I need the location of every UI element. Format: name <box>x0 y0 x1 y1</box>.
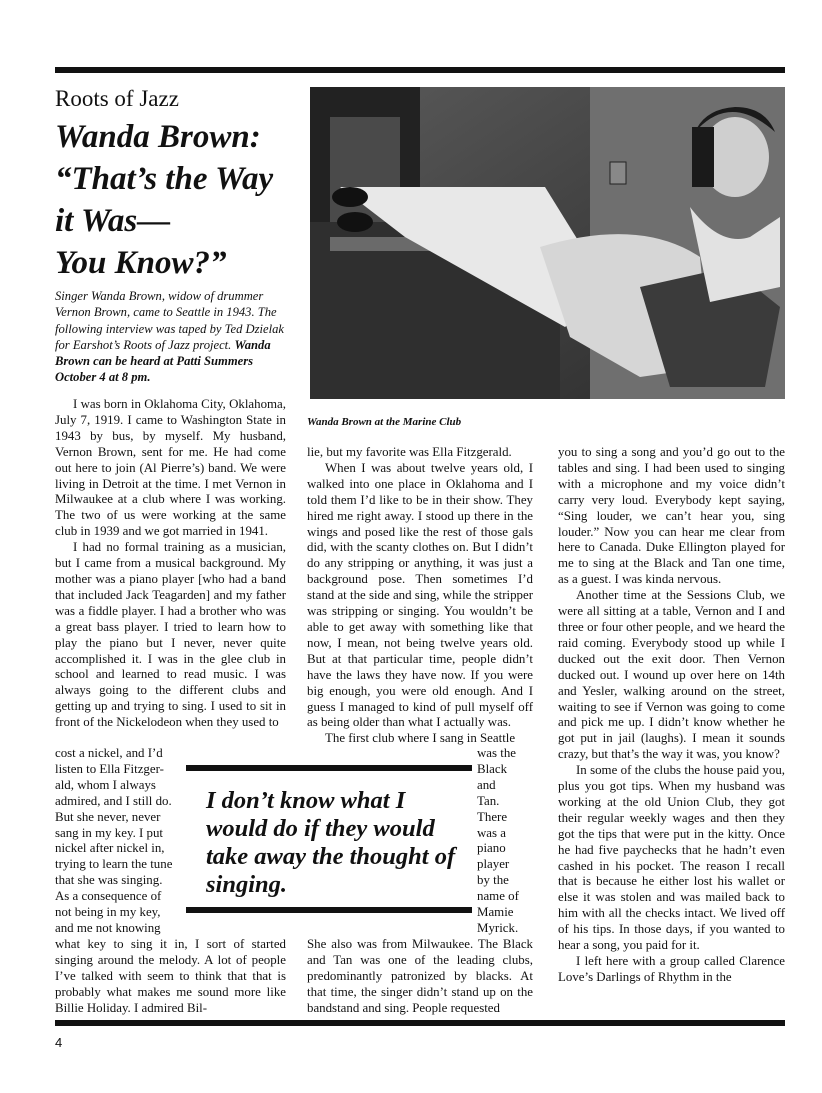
photo-caption: Wanda Brown at the Marine Club <box>307 416 462 428</box>
text-line: Tan. <box>477 793 500 808</box>
paragraph: When I was about twelve years old, I walked into one place in Oklahoma and I told them I’d like to be in their show. They hired me right away. I stood up there in the wings and posed like the rest of those gals did, with the scanty clothes on. But I didn’t do any stripping or anything, it was just a background pose. Then sometimes I’d stand at the side and sing, while the stripper was stripping or singing. You wouldn’t be able to get away with something like that now, I mean, not being twelve years old. But at that particular time, people didn’t have the laws they have now. If you were big enough, you were old enough. And I guess I managed to kind of pull myself off as being older than what I actually was. <box>307 460 533 730</box>
headline-line: “That’s the Way <box>55 161 274 197</box>
paragraph: Another time at the Sessions Club, we were all sitting at a table, Vernon and I and three or four other people, and we heard the raid coming. Everybody stood up while I ducked out the exit door. Then Vernon ducked out. I wound up over here on 14th and Yesler, walking around on the street, waiting to see if Vernon was going to come and pick me up. I didn’t know whether he got put in jail (laughs). I mean it sounds crazy, but that’s the way it was, you know? <box>558 588 785 762</box>
paragraph: you to sing a song and you’d go out to the tables and sing. I had been used to singing with a microphone and my voice didn’t carry very loud. Everybody kept saying, “Sing louder, we can’t hear you, sing louder.” Now you can hear me clear from here to Canada. Duke Ellington played for me to sing at the Black and Tan one time, as a guest. I was kinda nervous. <box>558 445 785 587</box>
text-line: Myrick. <box>477 920 519 935</box>
paragraph: I had no formal training as a musician, but I came from a musical background. My mother was a piano player [who had a band that included Jack Teagarden] and my father was a fiddle player. I had a brother who was a great bass player. I tried to learn how to play the piano but I never, never quite accomplished it. I was in the glee club in school and learned to read music. I was always going to the different clubs and getting up and trying to sing. I used to sit in front of the Nickelodeon when they used to <box>55 540 286 730</box>
headline-line: You Know?” <box>55 245 227 281</box>
pull-quote-line: would do if they would <box>206 815 435 842</box>
column-2-bottom <box>307 937 533 1017</box>
text-line: As a consequence of <box>55 889 162 904</box>
text-line: player <box>477 857 510 872</box>
pull-quote <box>206 787 472 899</box>
text-line: cost a nickel, and I’d <box>55 746 163 760</box>
section-title: Roots of Jazz <box>55 86 179 111</box>
column-2-top <box>307 445 533 747</box>
text-line: admired, and I still do. <box>55 793 172 808</box>
text-line: Black <box>477 761 508 776</box>
column-1-top <box>55 397 286 731</box>
intro-text: Singer Wanda Brown, widow of drummer Vernon Brown, came to Seattle in 1943. The following interview was taped by Ted Dzielak for Earshot’s Roots of Jazz project. <box>55 289 285 352</box>
pull-quote-line: I don’t know what I <box>206 787 406 814</box>
text-line: that she was singing. <box>55 873 163 888</box>
photo-illustration <box>310 87 785 399</box>
page-number: 4 <box>55 1035 63 1050</box>
paragraph: In some of the clubs the house paid you, plus you got tips. When my husband was working at the old Union Club, they got their regular weekly wages and then they got the tips that were put in the kitty. Once he had five paychecks that he hadn’t even cashed in his pocket. The reason I recall that is because he either lost his wallet or else it was stolen and was mailed back to him with all the checks intact. We lived off of his tips. In those days, if you wanted to hear a song, you paid for it. <box>558 763 785 953</box>
text-line: piano <box>477 841 506 856</box>
text-line: was the <box>477 746 517 760</box>
intro-blurb <box>55 288 285 386</box>
text-line: Mamie <box>477 905 514 920</box>
photo <box>310 87 785 399</box>
text-line: and <box>477 777 496 792</box>
text-line: nickel after nickel in, <box>55 841 165 856</box>
text-line: name of <box>477 889 519 904</box>
headline-line: Wanda Brown: <box>55 119 261 155</box>
column-1-narrow <box>55 746 172 937</box>
paragraph: I left here with a group called Clarence Love’s Darlings of Rhythm in the <box>558 954 785 984</box>
pull-quote-rule-bottom <box>186 907 472 913</box>
text-line: listen to Ella Fitzger- <box>55 761 164 776</box>
bottom-rule <box>55 1020 785 1026</box>
text-line: But she never, never <box>55 809 161 824</box>
top-rule <box>55 67 785 73</box>
headline <box>55 116 305 284</box>
text-line: by the <box>477 873 509 888</box>
paragraph: lie, but my favorite was Ella Fitzgerald. <box>307 445 512 459</box>
text-line: was a <box>477 825 506 840</box>
pull-quote-rule-top <box>186 765 472 771</box>
text-line: not being in my key, <box>55 905 161 920</box>
text-line: and me not knowing <box>55 920 161 935</box>
pull-quote-line: take away the thought of <box>206 843 456 870</box>
column-3 <box>558 445 785 986</box>
intro-event: Wanda Brown can be heard at Patti Summers October 4 at 8 pm. <box>55 337 271 385</box>
pull-quote-line: singing. <box>206 871 288 898</box>
text-line: trying to learn the tune <box>55 857 173 872</box>
headline-line: it Was— <box>55 203 171 239</box>
paragraph: She also was from Milwaukee. The Black and Tan was one of the leading clubs, predominantly patronized by blacks. At that time, the singer didn’t stand up on the bandstand and sing. People requested <box>307 937 533 1015</box>
text-line: ald, whom I always <box>55 777 156 792</box>
paragraph: what key to sing it in, I sort of started singing around the melody. A lot of people I’ve talked with seem to think that that is probably what makes me sound more like Billie Holiday. I admired Bil- <box>55 937 286 1015</box>
text-line: sang in my key. I put <box>55 825 164 840</box>
column-1-bottom <box>55 937 286 1017</box>
column-2-narrow <box>477 746 533 937</box>
paragraph: The first club where I sang in Seattle <box>325 731 516 746</box>
paragraph: I was born in Oklahoma City, Oklahoma, July 7, 1919. I came to Washington State in 1943 by bus, by myself. My husband, Vernon Brown, sent for me. He had come out here to join (Al Pierre’s) band. We were living in Detroit at the time. I met Vernon in Milwaukee at a club where I was working. The two of us were working at the same club in 1939 and we got married in 1941. <box>55 397 286 539</box>
text-line: There <box>477 809 508 824</box>
